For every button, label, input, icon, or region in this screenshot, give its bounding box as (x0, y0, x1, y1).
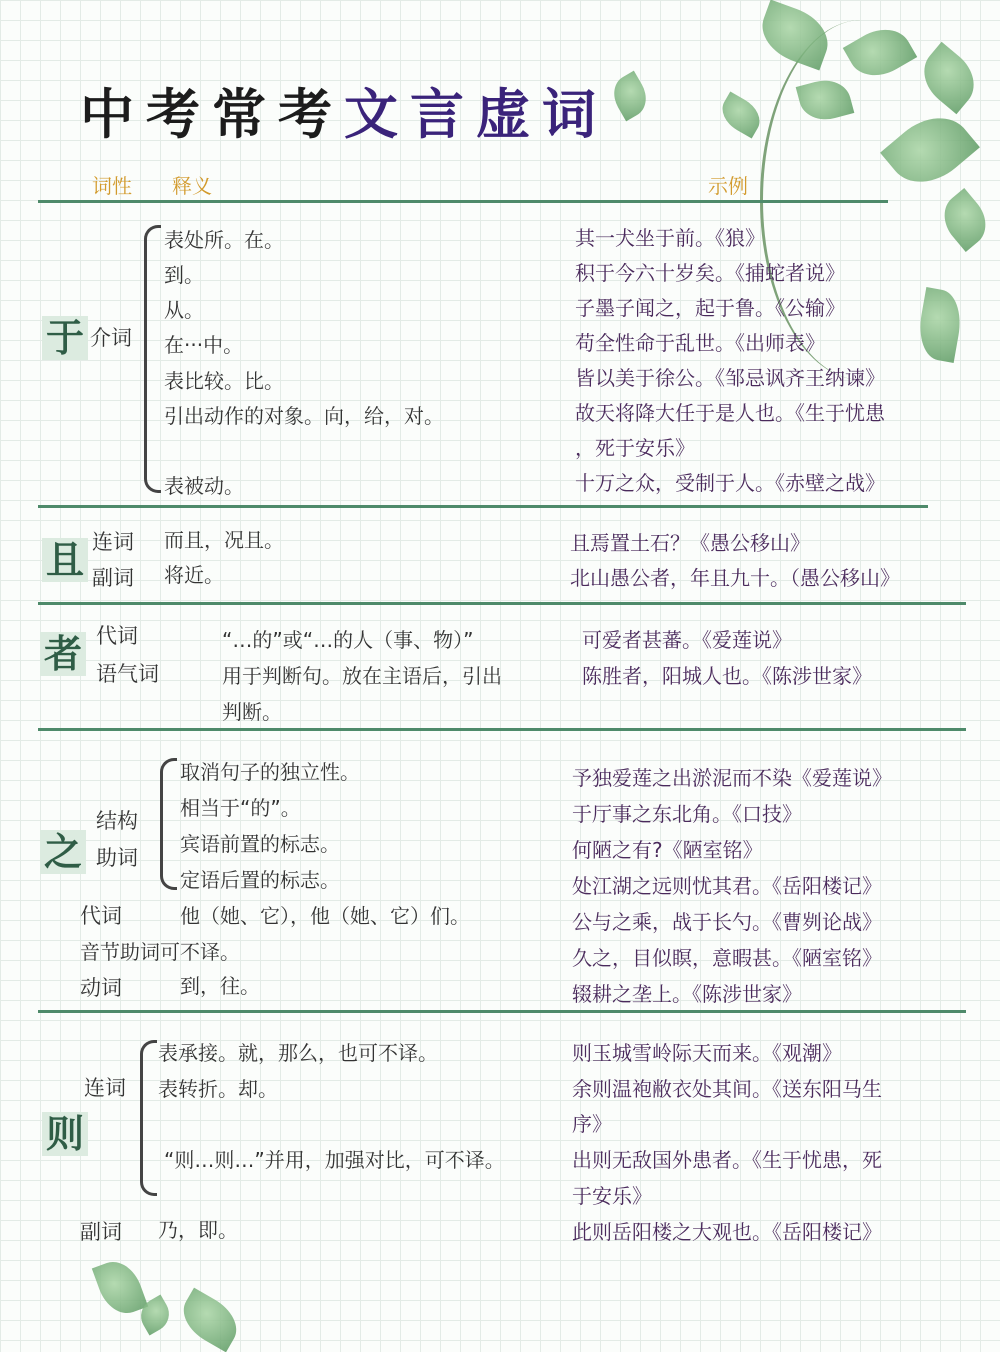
example: 苟全性命于乱世。《出师表》 (575, 331, 825, 355)
definition: 音节助词可不译。 (80, 940, 240, 964)
example: 序》 (572, 1112, 612, 1136)
example: 北山愚公者，年且九十。（愚公移山》 (570, 566, 900, 590)
divider (38, 1010, 966, 1013)
definition: 在···中。 (164, 333, 244, 357)
definition: 相当于“的”。 (180, 796, 301, 820)
definition: 宾语前置的标志。 (180, 832, 340, 856)
example: 皆以美于徐公。《邹忌讽齐王纳谏》 (575, 366, 885, 390)
example: 予独爱莲之出淤泥而不染《爱莲说》 (572, 766, 892, 790)
example: 此则岳阳楼之大观也。《岳阳楼记》 (572, 1220, 882, 1244)
definition: 表比较。比。 (164, 369, 284, 393)
definition: 而且，况且。 (164, 528, 284, 552)
example: 处江湖之远则忧其君。《岳阳楼记》 (572, 874, 882, 898)
char-yu: 于 (42, 316, 88, 360)
definition: “则…则…”并用，加强对比，可不译。 (164, 1148, 505, 1172)
example: 积于今六十岁矣。《捕蛇者说》 (575, 261, 845, 285)
example: 子墨子闻之，起于鲁。《公输》 (575, 296, 845, 320)
definition: 表承接。就，那么，也可不译。 (158, 1041, 438, 1065)
pos-label: 结构 (96, 809, 138, 833)
example: 公与之乘，战于长勺。《曹刿论战》 (572, 910, 882, 934)
page-title (80, 72, 608, 149)
char-zhe: 者 (40, 632, 86, 676)
definition: 用于判断句。放在主语后，引出 (222, 664, 502, 688)
pos-label: 连词 (92, 530, 134, 554)
example: 何陋之有?《陋室铭》 (572, 838, 763, 862)
header-pos: 词性 (92, 174, 132, 198)
example: 余则温袍敝衣处其间。《送东阳马生 (572, 1077, 882, 1101)
divider (38, 200, 888, 203)
definition: 表被动。 (164, 474, 244, 498)
definition: 将近。 (164, 563, 224, 587)
brace (140, 1040, 157, 1196)
example: 陈胜者，阳城人也。《陈涉世家》 (582, 664, 872, 688)
example: 则玉城雪岭际天而来。《观潮》 (572, 1041, 842, 1065)
definition: 表处所。在。 (164, 228, 284, 252)
header-def: 释义 (172, 174, 212, 198)
example: 出则无敌国外患者。《生于忧患，死 (572, 1148, 882, 1172)
pos-label: 代词 (80, 904, 122, 928)
title-accent: 文言虚词 (344, 83, 608, 146)
definition: 引出动作的对象。向，给，对。 (164, 404, 444, 428)
example: 可爱者甚蕃。《爱莲说》 (582, 628, 792, 652)
pos-label: 副词 (92, 566, 134, 590)
definition: 到，往。 (180, 974, 260, 998)
char-zhi: 之 (40, 830, 86, 874)
pos-label: 语气词 (96, 662, 159, 686)
definition: 定语后置的标志。 (180, 868, 340, 892)
example: 于厅事之东北角。《口技》 (572, 802, 802, 826)
definition: 取消句子的独立性。 (180, 760, 360, 784)
example: ，死于安乐》 (575, 436, 695, 460)
divider (38, 505, 928, 508)
definition: 判断。 (222, 700, 282, 724)
example: 其一犬坐于前。《狼》 (575, 226, 765, 250)
definition: “…的”或“…的人（事、物）” (222, 628, 474, 652)
divider (38, 728, 966, 731)
definition: 到。 (164, 263, 204, 287)
example: 久之，目似瞑，意暇甚。《陋室铭》 (572, 946, 882, 970)
char-qie: 且 (42, 538, 88, 582)
pos-label: 动词 (80, 976, 122, 1000)
definition: 从。 (164, 298, 204, 322)
pos-label: 副词 (80, 1220, 122, 1244)
divider (38, 602, 966, 605)
pos-label: 连词 (84, 1076, 126, 1100)
header-example: 示例 (708, 174, 748, 198)
definition: 表转折。却。 (158, 1077, 278, 1101)
example: 十万之众，受制于人。《赤壁之战》 (575, 471, 885, 495)
char-ze: 则 (42, 1112, 88, 1156)
example: 于安乐》 (572, 1184, 652, 1208)
pos-label: 代词 (96, 624, 138, 648)
brace (160, 758, 177, 890)
definition: 乃，即。 (158, 1218, 238, 1242)
example: 辍耕之垄上。《陈涉世家》 (572, 982, 802, 1006)
title-dark: 中考常考 (80, 83, 344, 146)
definition: 他（她、它），他（她、它）们。 (180, 904, 470, 928)
example: 故天将降大任于是人也。《生于忧患 (575, 401, 885, 425)
pos-label: 助词 (96, 846, 138, 870)
example: 且焉置土石？《愚公移山》 (570, 531, 810, 555)
pos-label: 介词 (90, 326, 132, 350)
brace (144, 225, 161, 493)
